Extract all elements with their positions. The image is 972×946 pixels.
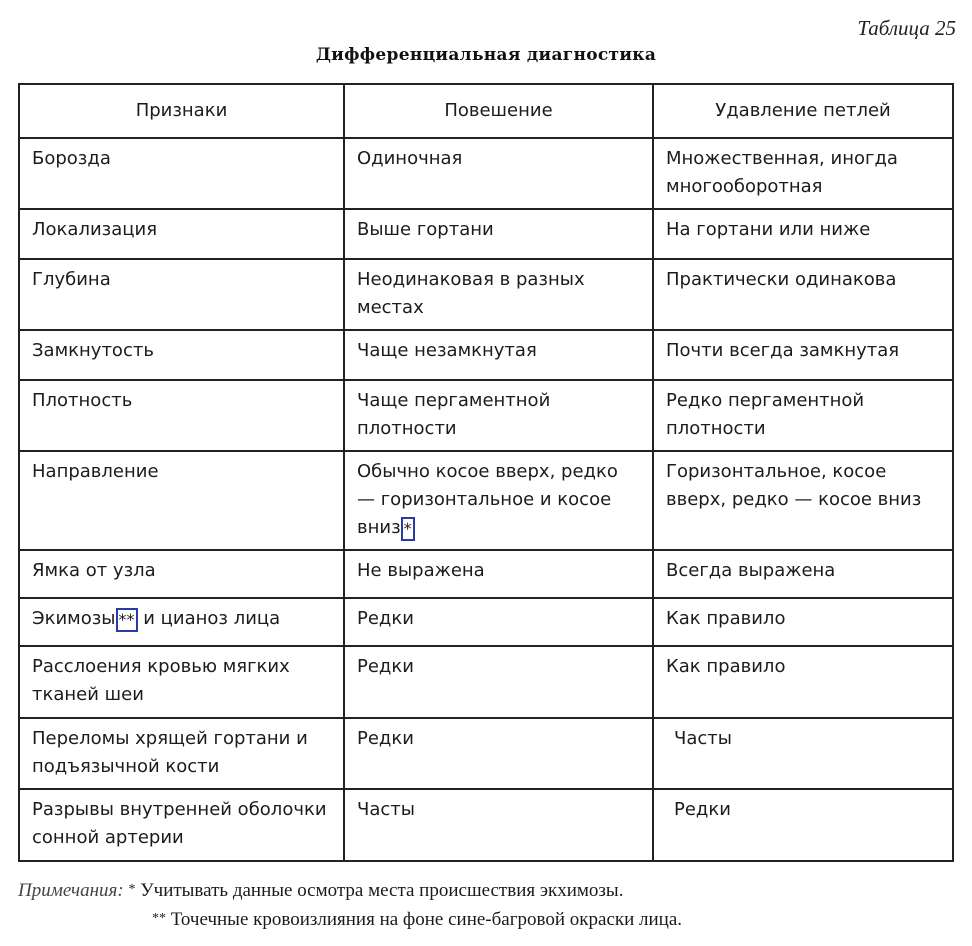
table-row xyxy=(19,451,953,550)
hanging-cell: Чаще пергаментной плотности xyxy=(344,380,653,451)
strangulation-cell: Горизонтальное, косое вверх, редко — косое вниз xyxy=(653,451,953,550)
table-row xyxy=(19,138,953,209)
hanging-cell: Одиночная xyxy=(344,138,653,209)
notes-label: Примечания: xyxy=(18,880,124,901)
hanging-cell xyxy=(344,451,653,550)
sign-cell: Переломы хрящей гортани и подъязычной кости xyxy=(19,718,344,789)
strangulation-cell: Редки xyxy=(653,789,953,861)
table-title: Дифференциальная диагностика xyxy=(315,45,657,65)
hanging-cell: Неодинаковая в разных местах xyxy=(344,259,653,330)
sign-cell: Локализация xyxy=(19,209,344,259)
table-row xyxy=(19,718,953,789)
strangulation-cell: Всегда выражена xyxy=(653,550,953,598)
sign-cell: Борозда xyxy=(19,138,344,209)
hanging-cell: Редки xyxy=(344,598,653,646)
sign-cell: Ямка от узла xyxy=(19,550,344,598)
header-signs: Признаки xyxy=(19,84,344,138)
hanging-cell: Редки xyxy=(344,718,653,789)
table-row xyxy=(19,259,953,330)
hanging-cell: Выше гортани xyxy=(344,209,653,259)
cyanosis-text: и цианоз лица xyxy=(137,608,281,629)
note-1-text: Учитывать данные осмотра места происшествия экхимозы. xyxy=(140,880,624,901)
strangulation-cell: Почти всегда замкнутая xyxy=(653,330,953,380)
sign-cell: Направление xyxy=(19,451,344,550)
table-row xyxy=(19,209,953,259)
footnote-mark-single: * xyxy=(401,517,415,541)
note-line-1 xyxy=(18,876,682,905)
differential-diagnosis-table xyxy=(18,83,954,862)
table-row xyxy=(19,646,953,718)
strangulation-cell: Редко пергаментной плотности xyxy=(653,380,953,451)
footnote-mark-double: ** xyxy=(116,608,138,632)
table-row xyxy=(19,550,953,598)
table-number-label: Таблица 25 xyxy=(857,16,956,40)
strangulation-cell: Как правило xyxy=(653,646,953,718)
note-mark-single: * xyxy=(128,882,136,897)
hanging-cell: Не выражена xyxy=(344,550,653,598)
strangulation-cell: Как правило xyxy=(653,598,953,646)
table-row xyxy=(19,789,953,861)
hanging-direction-text: Обычно косое вверх, редко — горизонтальное и косое вниз xyxy=(357,461,618,538)
hanging-cell: Часты xyxy=(344,789,653,861)
hanging-cell: Редки xyxy=(344,646,653,718)
hanging-cell: Чаще незамкнутая xyxy=(344,330,653,380)
header-strangulation: Удавление петлей xyxy=(653,84,953,138)
note-line-2 xyxy=(18,905,682,934)
table-row xyxy=(19,598,953,646)
sign-cell: Плотность xyxy=(19,380,344,451)
sign-cell: Разрывы внутренней оболочки сонной артерии xyxy=(19,789,344,861)
sign-cell: Расслоения кровью мягких тканей шеи xyxy=(19,646,344,718)
strangulation-cell: На гортани или ниже xyxy=(653,209,953,259)
table-row xyxy=(19,380,953,451)
header-row xyxy=(19,84,953,138)
sign-cell: Глубина xyxy=(19,259,344,330)
strangulation-cell: Множественная, иногда многооборотная xyxy=(653,138,953,209)
sign-cell: Замкнутость xyxy=(19,330,344,380)
sign-cell xyxy=(19,598,344,646)
notes-section xyxy=(18,876,682,934)
strangulation-cell: Практически одинакова xyxy=(653,259,953,330)
header-hanging: Повешение xyxy=(344,84,653,138)
strangulation-cell: Часты xyxy=(653,718,953,789)
ecchymosis-text: Экимозы xyxy=(32,608,116,629)
table-row xyxy=(19,330,953,380)
note-mark-double: ** xyxy=(152,911,166,926)
note-2-text: Точечные кровоизлияния на фоне сине-багровой окраски лица. xyxy=(170,909,683,930)
